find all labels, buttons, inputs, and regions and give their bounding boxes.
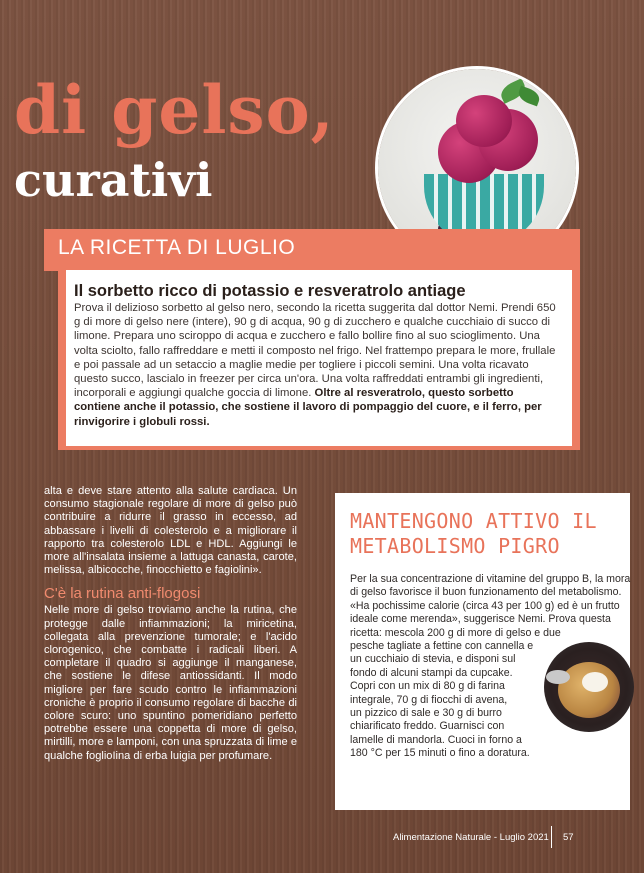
metabolism-title: MANTENGONO ATTIVO IL METABOLISMO PIGRO xyxy=(350,509,597,558)
metabolism-line: ricetta: mescola 200 g di more di gelso e due xyxy=(350,626,561,639)
metabolism-line: un pizzico di sale e 30 g di burro xyxy=(350,707,502,720)
recipe-body-text: Prova il delizioso sorbetto al gelso nero, secondo la ricetta suggerita dal dottor Nemi. Prendi 650 g di more di gelso nere (intere), 90 g di acqua, 90 g di zucchero e qualche cucchiaio di succo di limone. Prepara uno sciroppo di acqua e zucchero e fallo bollire fino al suo scioglimento. Una volta sciolto, fallo raffreddare e metti il composto nel frigo. Nel frattempo prepara le more, frullale e poi passale ad un setaccio a maglie medie per togliere i piccoli semini. Una volta ricavato questo succo, lascialo in freezer per circa un'ora. Una volta raffreddati entrambi gli ingredienti, incorporali e aggiungi qualche goccia di limone. xyxy=(74,302,556,400)
metabolism-line: di gelso favorisce il buon funzionamento del metabolismo. xyxy=(350,586,622,599)
metabolism-line: ideale come merenda», suggerisce Nemi. Prova questa xyxy=(350,613,611,626)
metabolism-line: Per la sua concentrazione di vitamine del gruppo B, la mora xyxy=(350,573,631,585)
recipe-body-bold: Oltre al resveratrolo, questo sorbetto contiene anche il potassio, che sostiene il lavoro di pompaggio del cuore, e il ferro, per rinvigorire i globuli rossi. xyxy=(74,387,542,428)
recipe-heading: Il sorbetto ricco di potassio e resveratrolo antiage xyxy=(74,282,466,300)
crumble-photo xyxy=(544,642,634,732)
article-paragraph-2: Nelle more di gelso troviamo anche la rutina, che protegge dalle infiammazioni; la miricetina, collegata alla prevenzione tumorale; e l'acido clorogenico, che combatte i radicali liberi. A completare il quadro si aggiunge il manganese, che sostiene le difese antiossidanti. Il modo migliore per fare scudo contro le infiammazioni croniche è proprio il consumo regolare di bacche di colore scuro: uno spuntino pomeridiano perfetto potrebbe essere una coppetta di more di gelso, mirtilli, more e lamponi, con una spruzzata di lime e qualche foglioIina di erba luigia per profumare. xyxy=(44,604,297,762)
spoon-shape xyxy=(546,670,570,684)
recipe-body xyxy=(74,301,562,429)
metabolism-line: lamelle di mandorla. Cuoci in forno a xyxy=(350,733,522,746)
footer-magazine: Alimentazione Naturale - Luglio 2021 xyxy=(393,832,549,843)
metabolism-line: integrale, 70 g di fiocchi di avena, xyxy=(350,693,508,706)
article-column xyxy=(44,485,297,763)
metabolism-line: 180 °C per 15 minuti o fino a doratura. xyxy=(350,747,530,760)
footer-divider xyxy=(551,826,552,848)
article-subheading: C'è la rutina anti-flogosi xyxy=(44,585,201,603)
page-number: 57 xyxy=(563,832,574,843)
metabolism-line: chiarificato freddo. Guarnisci con xyxy=(350,720,505,733)
recipe-section-title: LA RICETTA DI LUGLIO xyxy=(58,236,296,259)
mint-leaf-icon xyxy=(516,86,541,107)
metabolism-line: fondo di alcuni stampi da cupcake. xyxy=(350,666,513,679)
metabolism-line: un cucchiaio di stevia, e disponi sul xyxy=(350,653,516,666)
metabolism-line: Copri con un mix di 80 g di farina xyxy=(350,680,505,693)
metabolism-line: «Ha pochissime calorie (circa 43 per 100 g) ed è un frutto xyxy=(350,599,620,612)
title-line-2: curativi xyxy=(14,153,213,207)
metabolism-line: pesche tagliate a fettine con cannella e xyxy=(350,640,534,653)
cream-shape xyxy=(582,672,608,692)
title-line-1: di gelso, xyxy=(14,71,335,149)
recipe-box xyxy=(66,270,572,446)
article-paragraph-1: alta e deve stare attento alla salute cardiaca. Un consumo stagionale regolare di more di gelso può contribuire a ridurre il grasso in eccesso, ad abbassare i livelli di colesterolo e a migliorare il rapporto tra colesterolo LDL e HDL. Aggiungi le more all'insalata insieme a lattuga canasta, carote, melissa, albicocche, finocchietto e fagiolini». xyxy=(44,485,297,577)
